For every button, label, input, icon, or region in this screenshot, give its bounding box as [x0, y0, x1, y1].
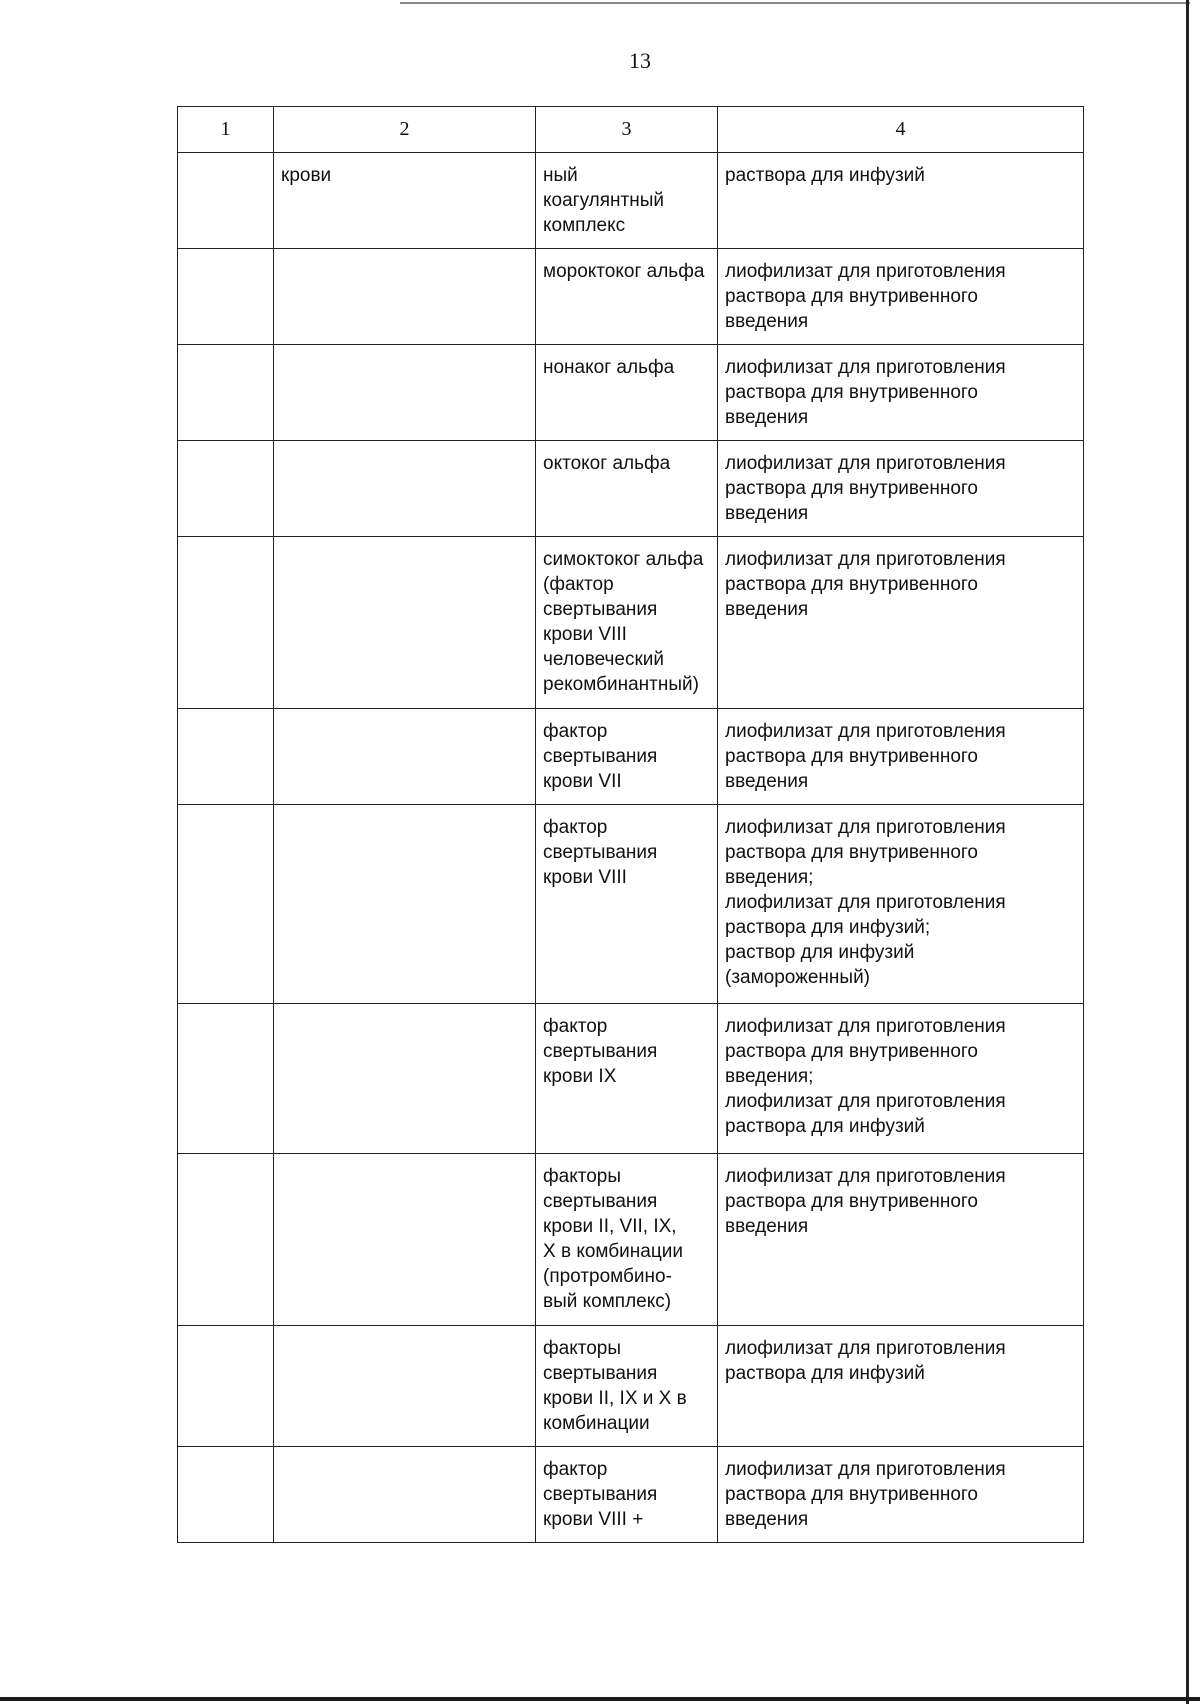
drug-name-line: (фактор	[543, 574, 614, 595]
dosage-form-line: раствор для инфузий	[725, 942, 915, 963]
column-header-4: 4	[718, 107, 1084, 153]
cell-number	[178, 153, 274, 249]
cell-drug-name	[536, 1447, 718, 1543]
cell-group	[274, 537, 536, 709]
cell-dosage-form	[718, 1447, 1084, 1543]
dosage-form-line: введения	[725, 311, 809, 332]
cell-number	[178, 249, 274, 345]
cell-group	[274, 345, 536, 441]
cell-drug-name	[536, 805, 718, 1004]
drug-name-line: вый комплекс)	[543, 1291, 672, 1312]
cell-number	[178, 805, 274, 1004]
drug-name-line: мороктоког альфа	[543, 261, 705, 282]
table-row	[178, 805, 1084, 1004]
cell-dosage-form	[718, 709, 1084, 805]
dosage-form-line: лиофилизат для приготовления	[725, 453, 1006, 474]
dosage-form-line: (замороженный)	[725, 967, 871, 988]
drug-name-line: нонаког альфа	[543, 357, 675, 378]
cell-drug-name	[536, 153, 718, 249]
table-row	[178, 1326, 1084, 1447]
table-row	[178, 709, 1084, 805]
dosage-form-line: лиофилизат для приготовления	[725, 261, 1006, 282]
column-header-2: 2	[274, 107, 536, 153]
page-number: 13	[629, 48, 651, 73]
cell-number	[178, 1326, 274, 1447]
dosage-form-line: введения;	[725, 1066, 814, 1087]
dosage-form-line: лиофилизат для приготовления	[725, 357, 1006, 378]
drug-name-line: комплекс	[543, 215, 626, 236]
cell-drug-name	[536, 441, 718, 537]
cell-group	[274, 441, 536, 537]
dosage-form-line: раствора для внутривенного	[725, 1484, 978, 1505]
drug-name-line: фактор	[543, 817, 608, 838]
drug-name-line: крови IX	[543, 1066, 617, 1087]
drug-name-line: свертывания	[543, 746, 658, 767]
column-header-3: 3	[536, 107, 718, 153]
cell-drug-name	[536, 1154, 718, 1326]
dosage-form-line: раствора для внутривенного	[725, 574, 978, 595]
cell-drug-name	[536, 1004, 718, 1154]
table-header-row	[178, 107, 1084, 153]
dosage-form-line: раствора для инфузий;	[725, 917, 931, 938]
dosage-form-line: раствора для внутривенного	[725, 746, 978, 767]
dosage-form-line: лиофилизат для приготовления	[725, 1091, 1006, 1112]
drug-name-line: фактор	[543, 1459, 608, 1480]
dosage-form-line: введения;	[725, 867, 814, 888]
dosage-form-line: лиофилизат для приготовления	[725, 549, 1006, 570]
cell-number	[178, 537, 274, 709]
column-header-1: 1	[178, 107, 274, 153]
table-row	[178, 1154, 1084, 1326]
drug-name-line: X в комбинации	[543, 1241, 683, 1262]
cell-dosage-form	[718, 345, 1084, 441]
dosage-form-line: раствора для внутривенного	[725, 842, 978, 863]
table-row	[178, 345, 1084, 441]
cell-group	[274, 1447, 536, 1543]
cell-group	[274, 1326, 536, 1447]
cell-group	[274, 1154, 536, 1326]
drug-name-line: человеческий	[543, 649, 665, 670]
table-row	[178, 537, 1084, 709]
cell-number	[178, 1447, 274, 1543]
dosage-form-line: раствора для инфузий	[725, 1116, 925, 1137]
drug-name-line: свертывания	[543, 1191, 658, 1212]
table-row	[178, 1447, 1084, 1543]
dosage-form-line: лиофилизат для приготовления	[725, 892, 1006, 913]
drug-name-line: крови VIII	[543, 867, 627, 888]
drug-name-line: свертывания	[543, 599, 658, 620]
drug-name-line: свертывания	[543, 1041, 658, 1062]
cell-group	[274, 1004, 536, 1154]
cell-dosage-form	[718, 153, 1084, 249]
cell-dosage-form	[718, 1326, 1084, 1447]
cell-dosage-form	[718, 537, 1084, 709]
drug-name-line: коагулянтный	[543, 190, 665, 211]
cell-drug-name	[536, 1326, 718, 1447]
drug-name-line: крови VIII	[543, 624, 627, 645]
scan-edge-bottom	[0, 1697, 1200, 1701]
cell-drug-name	[536, 709, 718, 805]
drug-name-line: факторы	[543, 1338, 622, 1359]
cell-dosage-form	[718, 249, 1084, 345]
dosage-form-line: раствора для внутривенного	[725, 1191, 978, 1212]
cell-number	[178, 441, 274, 537]
table-row	[178, 441, 1084, 537]
cell-drug-name	[536, 345, 718, 441]
dosage-form-line: раствора для внутривенного	[725, 478, 978, 499]
drug-name-line: свертывания	[543, 1363, 658, 1384]
cell-dosage-form	[718, 1154, 1084, 1326]
drug-table	[177, 106, 1084, 1543]
dosage-form-line: введения	[725, 599, 809, 620]
dosage-form-line: введения	[725, 1216, 809, 1237]
dosage-form-line: раствора для внутривенного	[725, 1041, 978, 1062]
dosage-form-line: лиофилизат для приготовления	[725, 817, 1006, 838]
table-row	[178, 1004, 1084, 1154]
cell-number	[178, 345, 274, 441]
scan-edge-right	[1186, 0, 1189, 1704]
drug-name-line: крови VIII +	[543, 1509, 644, 1530]
cell-dosage-form	[718, 805, 1084, 1004]
drug-name-line: свертывания	[543, 1484, 658, 1505]
cell-group: крови	[274, 153, 536, 249]
dosage-form-line: введения	[725, 1509, 809, 1530]
dosage-form-line: введения	[725, 407, 809, 428]
dosage-form-line: раствора для внутривенного	[725, 382, 978, 403]
dosage-form-line: введения	[725, 503, 809, 524]
drug-name-line: (протромбино-	[543, 1266, 672, 1287]
table-body	[178, 153, 1084, 1543]
cell-group	[274, 805, 536, 1004]
drug-name-line: ный	[543, 165, 578, 186]
dosage-form-line: лиофилизат для приготовления	[725, 1459, 1006, 1480]
dosage-form-line: раствора для инфузий	[725, 165, 925, 186]
scan-edge-top	[400, 2, 1190, 4]
cell-drug-name	[536, 537, 718, 709]
drug-name-line: фактор	[543, 1016, 608, 1037]
dosage-form-line: лиофилизат для приготовления	[725, 1016, 1006, 1037]
drug-name-line: крови VII	[543, 771, 622, 792]
dosage-form-line: введения	[725, 771, 809, 792]
drug-name-line: фактор	[543, 721, 608, 742]
cell-drug-name	[536, 249, 718, 345]
dosage-form-line: лиофилизат для приготовления	[725, 1338, 1006, 1359]
drug-name-line: октоког альфа	[543, 453, 671, 474]
cell-number	[178, 709, 274, 805]
drug-name-line: крови II, IX и X в	[543, 1388, 687, 1409]
cell-dosage-form	[718, 441, 1084, 537]
cell-group	[274, 249, 536, 345]
drug-name-line: комбинации	[543, 1413, 650, 1434]
table-row	[178, 249, 1084, 345]
drug-name-line: рекомбинантный)	[543, 674, 699, 695]
drug-name-line: крови II, VII, IX,	[543, 1216, 677, 1237]
cell-dosage-form	[718, 1004, 1084, 1154]
dosage-form-line: раствора для внутривенного	[725, 286, 978, 307]
cell-number	[178, 1154, 274, 1326]
drug-name-line: симоктоког альфа	[543, 549, 704, 570]
table-row	[178, 153, 1084, 249]
cell-number	[178, 1004, 274, 1154]
cell-group	[274, 709, 536, 805]
drug-name-line: факторы	[543, 1166, 622, 1187]
drug-name-line: свертывания	[543, 842, 658, 863]
dosage-form-line: лиофилизат для приготовления	[725, 1166, 1006, 1187]
dosage-form-line: раствора для инфузий	[725, 1363, 925, 1384]
dosage-form-line: лиофилизат для приготовления	[725, 721, 1006, 742]
